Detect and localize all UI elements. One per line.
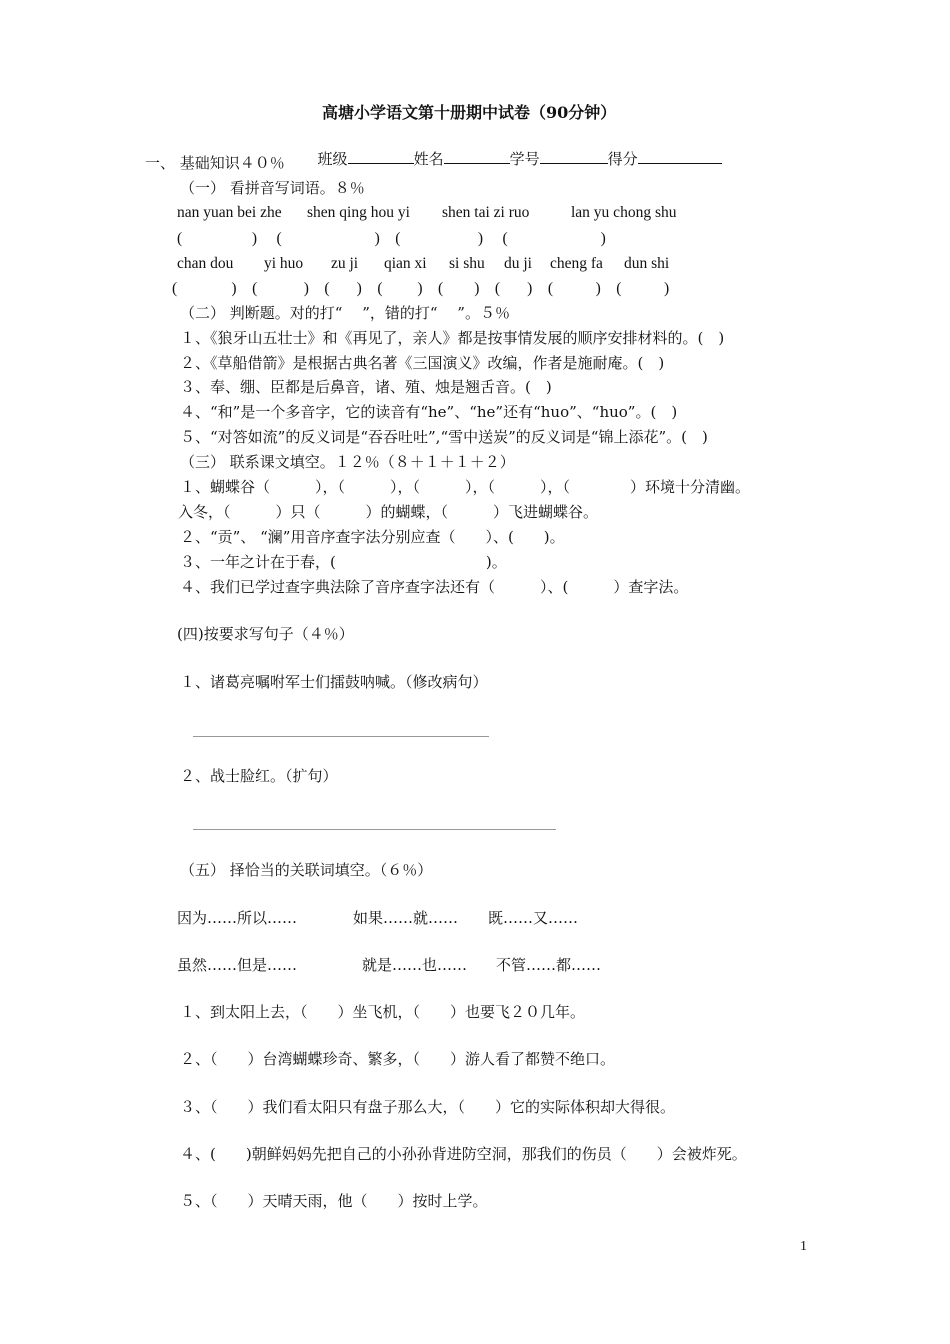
conjunction-option: 虽然……但是…… [177,956,298,974]
judgement-item[interactable]: ５、“对答如流”的反义词是“吞吞吐吐”,“雪中送炭”的反义词是“锦上添花”。( ) [180,428,708,446]
fill-blank-item[interactable]: ３、一年之计在于春，( )。 [180,553,507,571]
part-3-heading: （三） 联系课文填空。１２％（８＋１＋１＋２） [180,453,515,471]
conjunction-item[interactable]: ４、( )朝鲜妈妈先把自己的小孙孙背进防空洞，那我们的伤员（ ）会被炸死。 [180,1145,747,1163]
pinyin-word: zu ji [331,255,359,272]
sentence-item: ２、战士脸红。（扩句） [180,767,338,785]
judgement-item[interactable]: ２、《草船借箭》是根据古典名著《三国演义》改编，作者是施耐庵。( ) [180,354,665,372]
pinyin-word: du ji [504,255,532,272]
conjunction-option: 既……又…… [488,909,579,927]
class-label: 班级 [317,150,348,168]
pinyin-word: si shu [449,255,485,272]
conjunction-item[interactable]: ５、（ ）天晴天雨，他（ ）按时上学。 [180,1192,488,1210]
answer-parentheses-row[interactable]: ( ) ( ) ( ) ( ) ( ) ( ) ( ) ( ) [172,280,670,297]
conjunction-option: 如果……就…… [353,909,459,927]
pinyin-word: yi huo [264,255,304,272]
page-number: 1 [800,1239,807,1254]
answer-parentheses-row[interactable]: ( ) ( ) ( ) ( ) [177,230,606,247]
conjunction-item[interactable]: １、到太阳上去，（ ）坐飞机，（ ）也要飞２０几年。 [180,1003,586,1021]
pinyin-word: lan yu chong shu [571,204,677,221]
answer-line[interactable] [193,736,489,737]
pinyin-word: chan dou [177,255,234,272]
conjunction-option: 不管……都…… [496,956,602,974]
answer-line[interactable] [193,829,556,830]
fill-blank-item[interactable]: 入冬，（ ）只（ ）的蝴蝶，（ ）飞进蝴蝶谷。 [178,503,599,521]
conjunction-item[interactable]: ３、（ ）我们看太阳只有盘子那么大，（ ）它的实际体积却大得很。 [180,1098,676,1116]
fill-blank-item[interactable]: １、蝴蝶谷（ ），（ ），（ ），（ ），（ ）环境十分清幽。 [180,478,751,496]
sentence-item: １、诸葛亮嘱咐军士们擂鼓呐喊。（修改病句） [180,673,488,691]
fill-blank-item[interactable]: ４、我们已学过查字典法除了音序查字法还有（ ）、( ）查字法。 [180,578,689,596]
student-number-blank[interactable] [540,148,608,164]
judgement-item[interactable]: ４、“和”是一个多音字，它的读音有“he”、“he”还有“huo”、“huo”。( ) [180,403,678,421]
pinyin-word: dun shi [624,255,670,272]
fill-blank-item[interactable]: ２、“贡”、 “澜”用音序查字法分别应查（ ）、( )。 [180,528,565,546]
part-1-heading: （一） 看拼音写词语。８％ [180,179,365,197]
section-1-heading: 一、 基础知识４０％ [145,154,285,172]
conjunction-item[interactable]: ２、（ ）台湾蝴蝶珍奇、繁多，（ ）游人看了都赞不绝口。 [180,1050,616,1068]
pinyin-word: cheng fa [550,255,603,272]
part-2-heading: （二） 判断题。对的打“ ”，错的打“ ”。５％ [180,304,510,322]
name-label: 姓名 [413,150,444,168]
judgement-item[interactable]: １、《狼牙山五壮士》和《再见了，亲人》都是按事情发展的顺序安排材料的。( ) [180,329,725,347]
part-4-heading: (四)按要求写句子（４％） [177,625,354,643]
pinyin-word: nan yuan bei zhe [177,204,282,221]
student-number-label: 学号 [509,150,540,168]
pinyin-word: shen tai zi ruo [442,204,530,221]
score-label: 得分 [607,150,638,168]
pinyin-word: qian xi [384,255,427,272]
name-blank[interactable] [444,148,510,164]
student-info-row [308,128,722,169]
class-blank[interactable] [348,148,414,164]
page-title: 高塘小学语文第十册期中试卷（90分钟） [322,103,617,122]
score-blank[interactable] [638,148,722,164]
conjunction-option: 就是……也…… [362,956,468,974]
pinyin-word: shen qing hou yi [307,204,410,221]
conjunction-option: 因为……所以…… [177,909,298,927]
judgement-item[interactable]: ３、奉、绷、臣都是后鼻音，诸、殖、烛是翘舌音。( ) [180,378,552,396]
part-5-heading: （五） 择恰当的关联词填空。（６％） [180,861,433,879]
